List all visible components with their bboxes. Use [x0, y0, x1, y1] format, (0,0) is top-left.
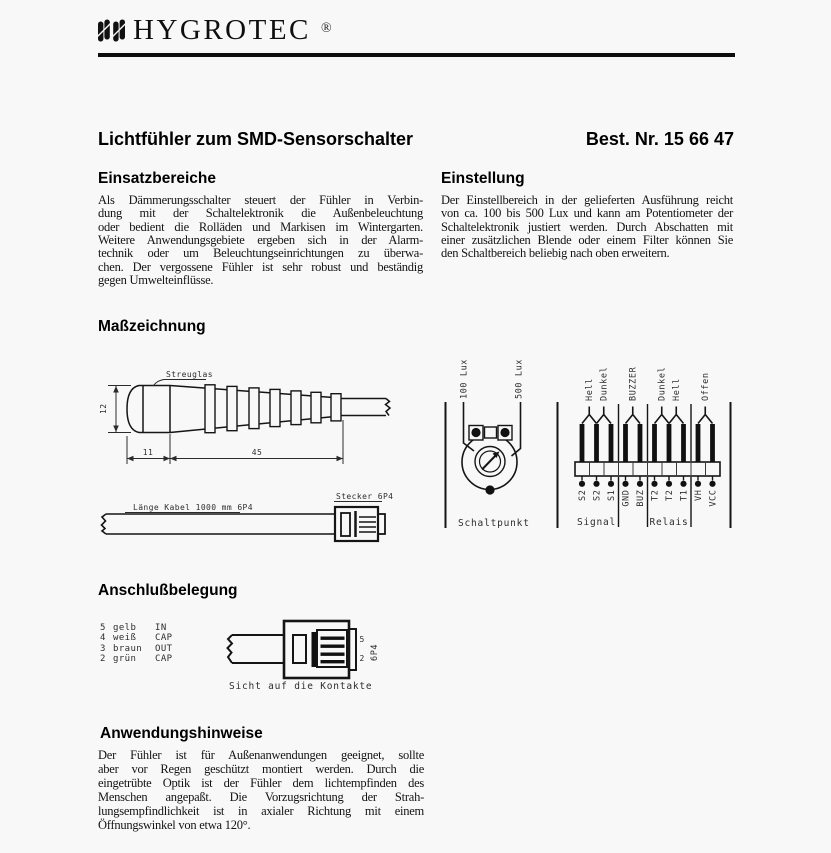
- dim-label-head-length: 11: [142, 448, 154, 457]
- section-heading-masszeichnung: Maßzeichnung: [98, 318, 206, 335]
- einsatzbereiche-paragraph: [98, 194, 423, 287]
- mode-label: Hell: [585, 378, 595, 401]
- mode-label: Dunkel: [599, 366, 610, 401]
- text-line: oder bedient die Rolläden und Markisen im Wintergarten.: [98, 219, 423, 234]
- einstellung-paragraph: [441, 194, 733, 261]
- header-rule: [98, 53, 735, 57]
- pin-color: braun: [113, 643, 143, 654]
- relais-group-label: Relais: [649, 517, 689, 528]
- plug-outline: [335, 507, 385, 541]
- pin-label: T2: [650, 489, 661, 501]
- text-line: technik oder um Beleuchtungseinrichtungen zu überwa-: [98, 246, 423, 261]
- pin-function: CAP: [155, 654, 173, 665]
- pin-label: T2: [665, 489, 675, 501]
- switchpoint-and-pinheader-diagram: [440, 335, 740, 535]
- cable-plug-drawing: [95, 488, 395, 548]
- pin-number: 5: [100, 623, 106, 633]
- pin-label: T1: [679, 489, 690, 501]
- anwendungshinweise-paragraph: [98, 749, 424, 832]
- dim-label-diameter: 12: [99, 403, 108, 414]
- mode-label: Hell: [672, 378, 682, 401]
- registered-trademark: ®: [321, 21, 332, 36]
- cable-length-label: Länge Kabel 1000 mm 6P4: [133, 503, 253, 512]
- mode-label: Dunkel: [657, 366, 668, 401]
- section-heading-einstellung: Einstellung: [441, 170, 525, 187]
- text-line: Der Fühler ist für Außenanwendungen geeignet, sollte: [98, 748, 424, 762]
- pin-number: 4: [100, 633, 106, 644]
- dim-label-body-length: 45: [251, 448, 263, 457]
- pin-color: gelb: [113, 623, 137, 633]
- pin-row: [100, 644, 172, 654]
- pin-row: [100, 623, 172, 633]
- brand-name: HYGROTEC: [133, 14, 311, 46]
- pin-function: CAP: [155, 633, 173, 644]
- pin-header-strip: [575, 462, 720, 476]
- connector-cable: [228, 635, 285, 663]
- title-row: [98, 129, 734, 150]
- page-title: Lichtfühler zum SMD-Sensorschalter: [98, 129, 414, 149]
- pin-function: IN: [155, 623, 167, 633]
- mode-label: Offen: [701, 372, 711, 401]
- pin-color: weiß: [113, 633, 137, 644]
- plug-type-label: 6P4: [370, 643, 380, 661]
- connector-contact-view-drawing: [225, 615, 395, 695]
- text-line: eingetrübte Optik ist der Fühler dem lichtempfinden des: [98, 775, 424, 790]
- contact-top-number: 5: [359, 635, 365, 644]
- text-line: aber vor Regen geschützt montiert werden. Durch die: [98, 761, 424, 776]
- pin-function: OUT: [155, 643, 173, 654]
- section-heading-einsatzbereiche: Einsatzbereiche: [98, 170, 217, 187]
- text-line: chen. Der vergossene Fühler ist sehr robust und beständig: [98, 259, 423, 274]
- switchpoint-caption: Schaltpunkt: [458, 518, 530, 529]
- potentiometer-symbol: [462, 417, 517, 495]
- text-line: lungsempfindlichkeit ist in axialer Richtung mit einem: [98, 803, 424, 818]
- signal-group-label: Signal: [576, 517, 617, 528]
- connector-body: [284, 621, 356, 678]
- sensor-cable-stub: [341, 399, 390, 416]
- pin-number: 3: [100, 643, 106, 654]
- pin-label: VH: [694, 489, 704, 501]
- text-line: gegen Umwelteinflüsse.: [98, 273, 214, 288]
- section-heading-anwendungshinweise: Anwendungshinweise: [100, 725, 263, 742]
- pin-label: VCC: [708, 489, 719, 507]
- text-line: den Schaltbereich beliebig nach oben erweitern.: [441, 246, 670, 261]
- hygrotec-logo-icon: [97, 17, 127, 44]
- pin-assignment-list: [100, 623, 172, 665]
- cable-outline: [102, 514, 336, 534]
- pin-number: 2: [100, 654, 106, 665]
- pin-row: [100, 654, 172, 664]
- text-line: Der Einstellbereich in der gelieferten Ausführung reicht: [441, 193, 733, 207]
- text-line: dung mit der Schaltelektronik die Außenbeleuchtung: [98, 206, 423, 221]
- pin-label: S2: [578, 489, 588, 501]
- order-number: Best. Nr. 15 66 47: [585, 129, 734, 149]
- section-heading-anschlussbelegung: Anschlußbelegung: [98, 582, 238, 599]
- text-line: einer zusätzlichen Blende oder einem Filter können Sie: [441, 233, 733, 248]
- pin-row: [100, 633, 172, 643]
- text-line: Als Dämmerungsschalter steuert der Fühler in Verbin-: [98, 193, 423, 207]
- text-line: Weitere Anwendungsgebiete ergeben sich in der Alarm-: [98, 233, 423, 248]
- streuglas-label: Streuglas: [166, 370, 213, 379]
- pin-color: grün: [113, 654, 137, 665]
- lux-min-label: 100 Lux: [459, 358, 470, 399]
- mode-label: BUZZER: [628, 366, 639, 401]
- pin-label: GND: [621, 489, 632, 507]
- lux-max-label: 500 Lux: [514, 358, 525, 399]
- plug-label: Stecker 6P4: [336, 492, 394, 501]
- text-line: von ca. 100 bis 500 Lux und kann am Potentiometer der: [441, 206, 733, 221]
- contact-bottom-number: 2: [359, 654, 365, 663]
- pin-label: BUZ: [636, 489, 646, 507]
- pin-label: S2: [592, 489, 603, 501]
- sensor-dimension-drawing: [95, 365, 395, 470]
- text-line: Öffnungswinkel von etwa 120°.: [98, 817, 251, 832]
- contact-view-caption: Sicht auf die Kontakte: [229, 681, 373, 692]
- sensor-ribs: [205, 385, 341, 433]
- text-line: Schaltelektronik justiert werden. Durch Abschatten mit: [441, 219, 733, 234]
- text-line: Menschen angepaßt. Die Vorzugsrichtung der Strah-: [98, 789, 424, 804]
- pin-label: S1: [607, 489, 617, 501]
